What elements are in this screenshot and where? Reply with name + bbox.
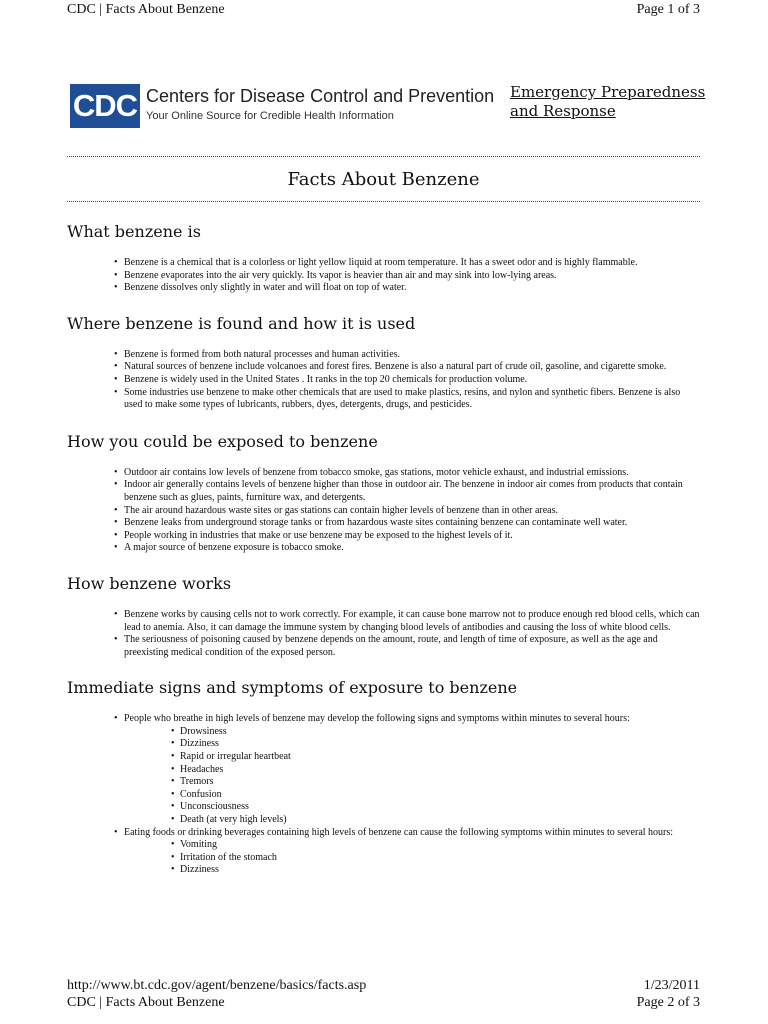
list-item: • Some industries use benzene to make other chemicals that are used to make plastics, resins, and nylon and synthetic fibers. Benzene is also used to make some types of lubricants, rubbers, dyes, detergents, drugs, and pesticides.: [124, 387, 701, 412]
header-divider: [67, 156, 700, 157]
bullet-list: [67, 349, 701, 412]
main-content: [67, 221, 701, 893]
bullet-list: [67, 713, 701, 877]
section-heading: Immediate signs and symptoms of exposure to benzene: [67, 678, 518, 698]
list-item: • Indoor air generally contains levels of benzene higher than those in outdoor air. The benzene in indoor air comes from products that contain benzene such as glues, paints, furniture wax, and detergents.: [124, 479, 701, 504]
list-item: • People working in industries that make or use benzene may be exposed to the highest levels of it.: [124, 530, 701, 543]
sub-list-item: • Vomiting: [180, 839, 701, 852]
section-immediate-symptoms: [67, 677, 701, 877]
list-item: [124, 713, 701, 826]
list-item: • Benzene works by causing cells not to work correctly. For example, it can cause bone marrow not to produce enough red blood cells, which can lead to anemia. Also, it can damage the immune system by changing blood levels of antibodies and causing the loss of white blood cells.: [124, 609, 701, 634]
list-item: • Benzene evaporates into the air very quickly. Its vapor is heavier than air and may sink into low-lying areas.: [124, 270, 701, 283]
list-item: • Benzene is widely used in the United States . It ranks in the top 20 chemicals for production volume.: [124, 374, 701, 387]
sub-list-item: • Tremors: [180, 776, 701, 789]
section-how-exposed: [67, 431, 701, 555]
bullet-list: [67, 467, 701, 555]
footer-url: http://www.bt.cdc.gov/agent/benzene/basics/facts.asp: [67, 978, 367, 993]
sub-list-item: • Unconsciousness: [180, 801, 701, 814]
print-header-page-number: Page 1 of 3: [636, 2, 700, 17]
list-item: [124, 827, 701, 877]
print-header-title: CDC | Facts About Benzene: [67, 2, 225, 17]
section-heading: What benzene is: [67, 222, 201, 241]
sub-list-item: • Dizziness: [180, 864, 701, 877]
section-what-benzene-is: [67, 221, 701, 295]
section-heading: How you could be exposed to benzene: [67, 431, 378, 451]
cdc-org-name: Centers for Disease Control and Prevention: [146, 86, 495, 106]
footer-date: 1/23/2011: [643, 978, 700, 993]
list-item-text: Eating foods or drinking beverages containing high levels of benzene can cause the following symptoms within minutes to several hours:: [124, 826, 674, 838]
list-item: • Natural sources of benzene include volcanoes and forest fires. Benzene is also a natural part of crude oil, gasoline, and cigarette smoke.: [124, 361, 701, 374]
list-item: • Benzene dissolves only slightly in water and will float on top of water.: [124, 282, 701, 295]
section-how-benzene-works: [67, 573, 701, 659]
section-heading: Where benzene is found and how it is used: [67, 313, 416, 333]
section-heading: How benzene works: [67, 573, 232, 593]
page-title: Facts About Benzene: [287, 169, 480, 190]
bullet-list: [67, 257, 701, 295]
sub-bullet-list: [124, 726, 701, 827]
sub-list-item: • Death (at very high levels): [180, 814, 701, 827]
sub-list-item: • Irritation of the stomach: [180, 852, 701, 865]
sub-list-item: • Headaches: [180, 764, 701, 777]
title-divider: [67, 201, 700, 202]
list-item: • Outdoor air contains low levels of benzene from tobacco smoke, gas stations, motor vehicle exhaust, and industrial emissions.: [124, 467, 701, 480]
cdc-tagline: Your Online Source for Credible Health Information: [146, 110, 394, 122]
list-item: • The seriousness of poisoning caused by benzene depends on the amount, route, and length of time of exposure, as well as the age and preexisting medical condition of the exposed person.: [124, 634, 701, 659]
list-item: • Benzene leaks from underground storage tanks or from hazardous waste sites containing benzene can contaminate well water.: [124, 517, 701, 530]
list-item: • Benzene is a chemical that is a colorless or light yellow liquid at room temperature. It has a sweet odor and is highly flammable.: [124, 257, 701, 270]
program-link-emergency-preparedness[interactable]: Emergency Preparedness and Response: [510, 83, 706, 120]
next-page-header-title: CDC | Facts About Benzene: [67, 995, 225, 1010]
sub-list-item: • Drowsiness: [180, 726, 701, 739]
sub-list-item: • Confusion: [180, 789, 701, 802]
next-page-header-page-number: Page 2 of 3: [636, 995, 700, 1010]
list-item: • Benzene is formed from both natural processes and human activities.: [124, 349, 701, 362]
list-item-text: People who breathe in high levels of benzene may develop the following signs and symptoms within minutes to several hours:: [124, 713, 630, 725]
list-item: • The air around hazardous waste sites or gas stations can contain higher levels of benzene than in other areas.: [124, 505, 701, 518]
section-where-found: [67, 313, 701, 412]
bullet-list: [67, 609, 701, 659]
sub-bullet-list: [124, 839, 701, 877]
sub-list-item: • Rapid or irregular heartbeat: [180, 751, 701, 764]
cdc-logo-mark: CDC: [70, 84, 140, 128]
sub-list-item: • Dizziness: [180, 738, 701, 751]
list-item: • A major source of benzene exposure is tobacco smoke.: [124, 542, 701, 555]
